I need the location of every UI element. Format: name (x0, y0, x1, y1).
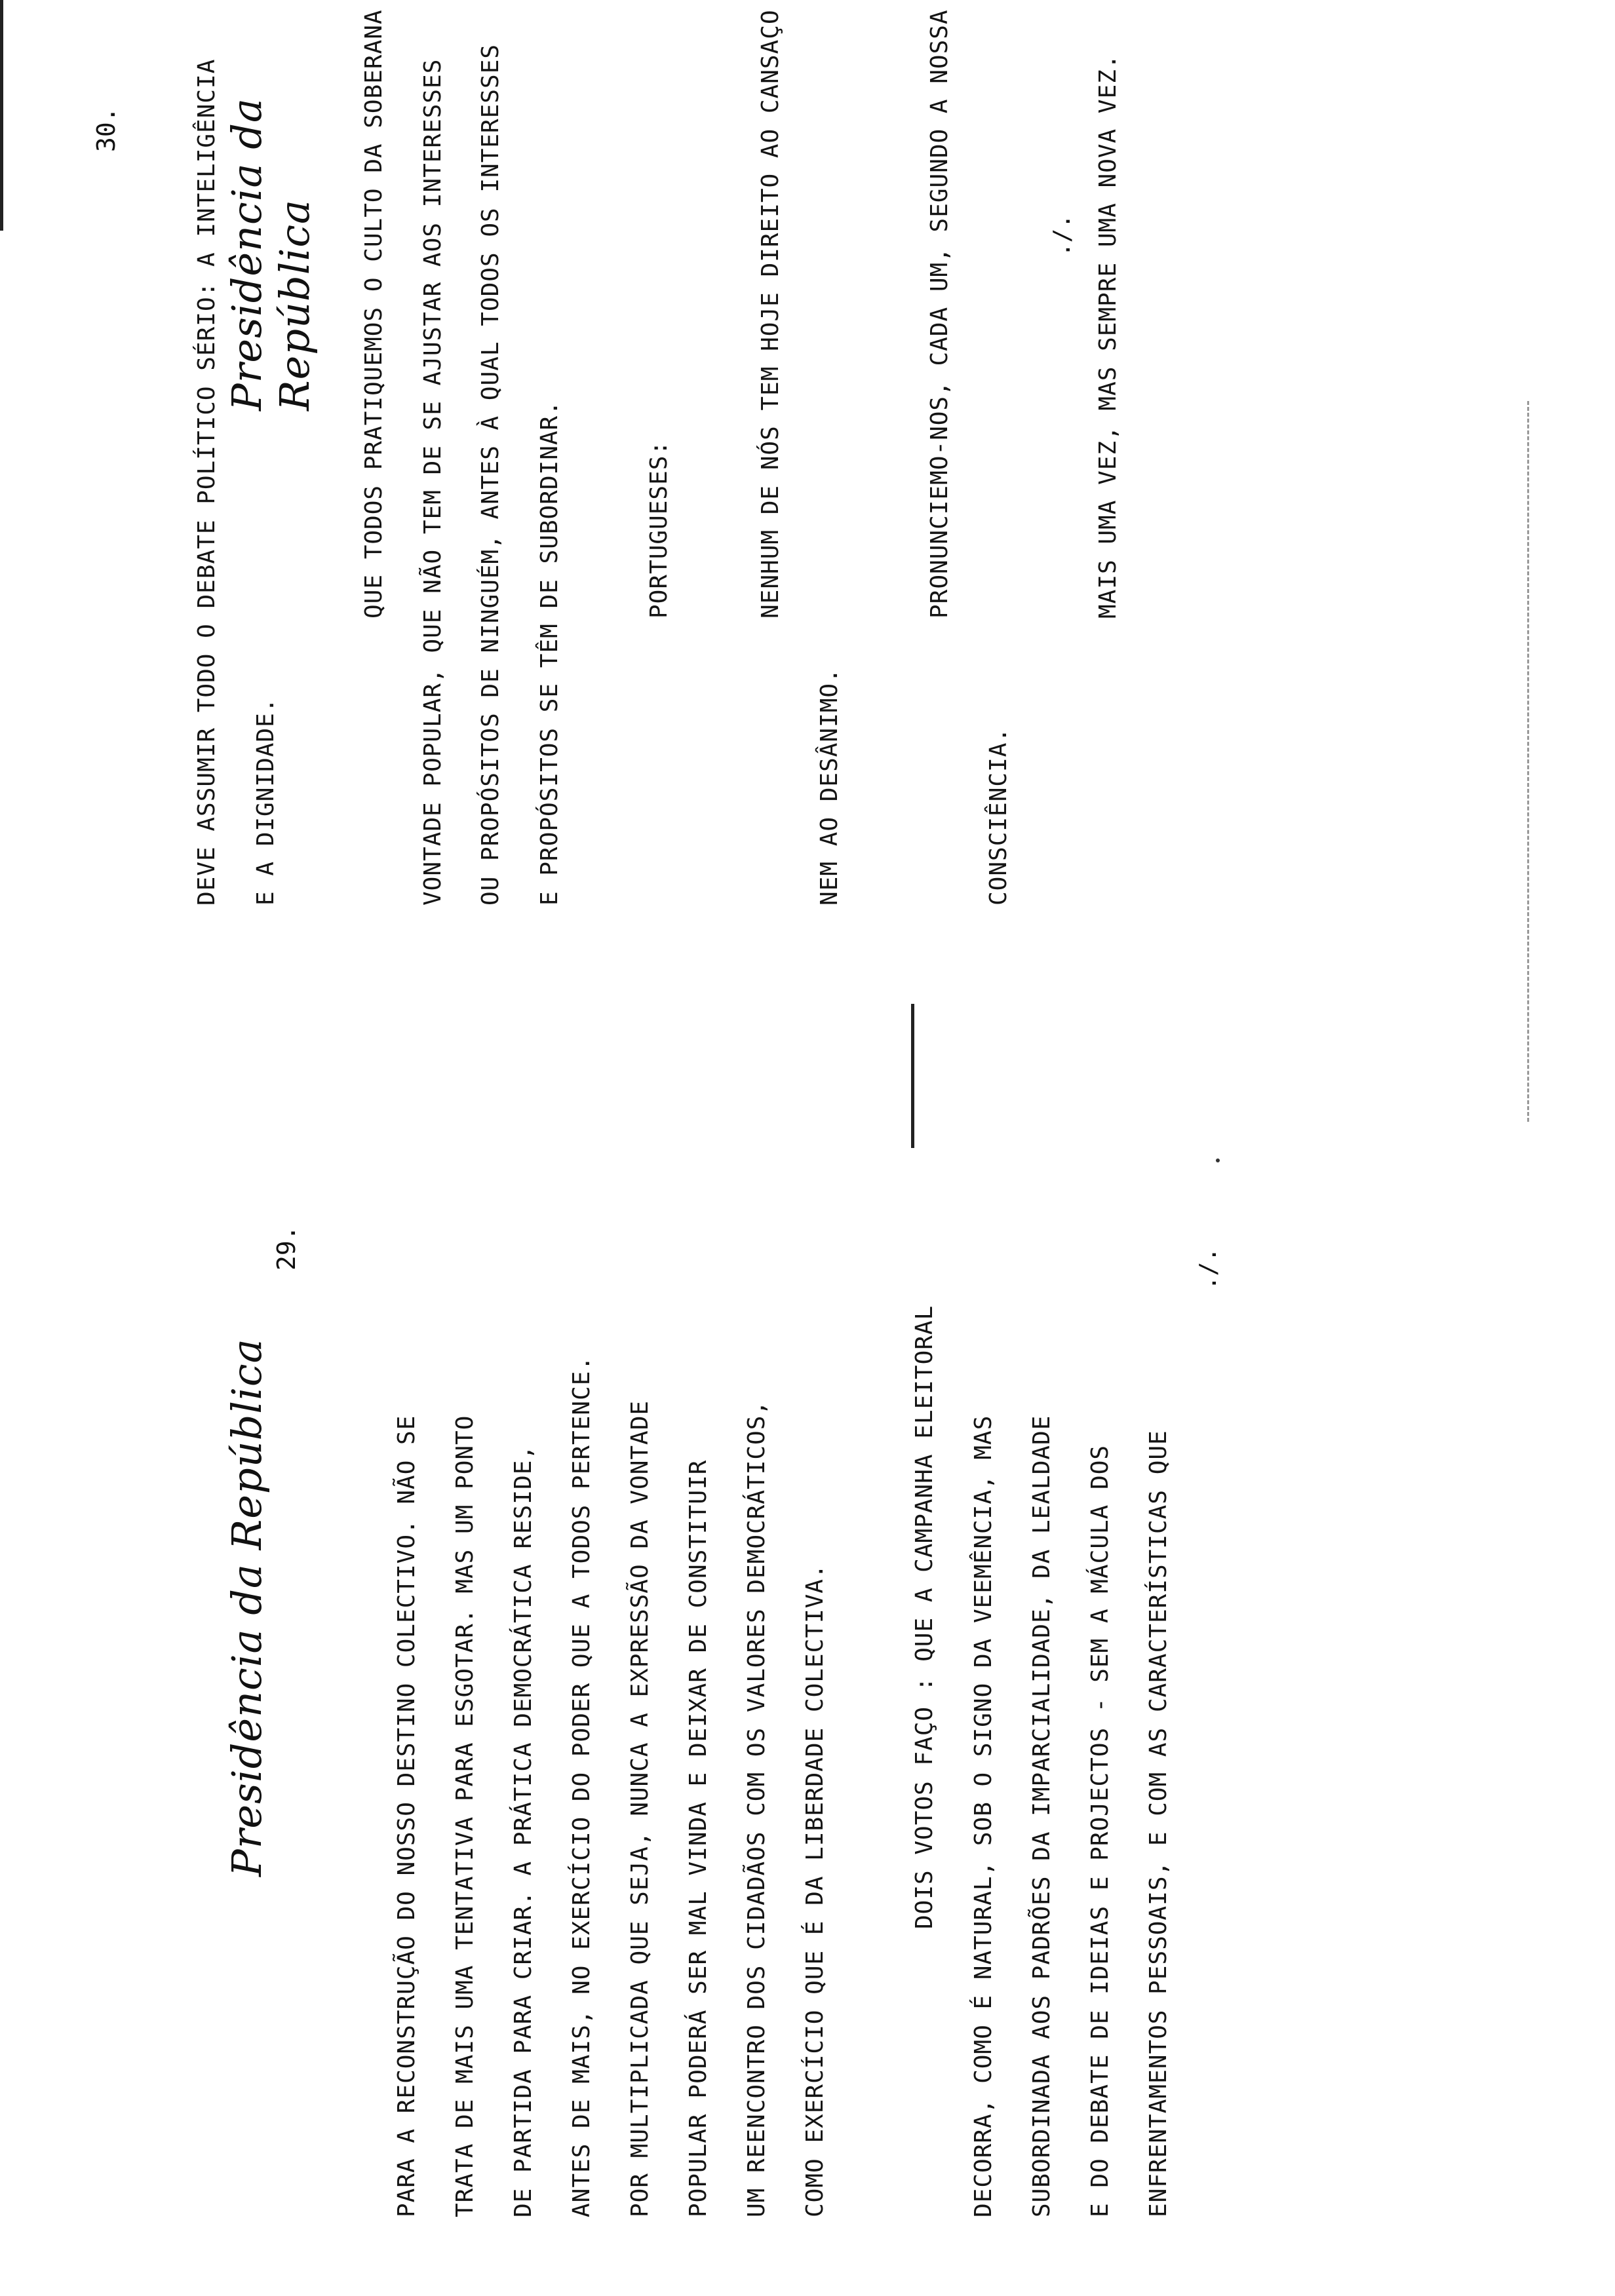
text-line: E PROPÓSITOS SE TÊM DE SUBORDINAR. (536, 400, 563, 906)
text-line: PRONUNCIEMO-NOS, CADA UM, SEGUNDO A NOSSA (926, 9, 953, 619)
end-mark: ./. (1049, 214, 1076, 257)
text-line: E DO DEBATE DE IDEIAS E PROJECTOS - SEM A MÁCULA DOS (1087, 1444, 1114, 2217)
text-line: POPULAR PODERÁ SER MAL VINDA E DEIXAR DE CONSTITUIR (685, 1459, 712, 2217)
text-line: CONSCIÊNCIA. (985, 727, 1012, 906)
text-line: TRATA DE MAIS UMA TENTATIVA PARA ESGOTAR. MAS UM PONTO (452, 1415, 478, 2217)
body-text (393, 1305, 1172, 2217)
page-29 (0, 1148, 1615, 2296)
page-number: 30. (92, 107, 121, 152)
text-line: NEM AO DESÂNIMO. (816, 668, 843, 906)
text-line: DEVE ASSUMIR TODO O DEBATE POLÍTICO SÉRIO: A INTELIGÊNCIA (193, 58, 220, 906)
text-line: VONTADE POPULAR, QUE NÃO TEM DE SE AJUSTAR AOS INTERESSES (419, 58, 446, 906)
text-line: SUBORDINADA AOS PADRÕES DA IMPARCIALIDADE, DA LEALDADE (1028, 1415, 1055, 2217)
text-line: COMO EXERCÍCIO QUE É DA LIBERDADE COLECTIVA. (802, 1563, 828, 2217)
text-line: PARA A RECONSTRUÇÃO DO NOSSO DESTINO COLECTIVO. NÃO SE (393, 1415, 420, 2217)
text-line: ENFRENTAMENTOS PESSOAIS, E COM AS CARACTERÍSTICAS QUE (1145, 1430, 1172, 2217)
text-line: POR MULTIPLICADA QUE SEJA, NUNCA A EXPRESSÃO DA VONTADE (627, 1400, 653, 2217)
page-edge-rule (0, 0, 3, 231)
letterhead: Presidência da República (223, 98, 319, 411)
text-line: NENHUM DE NÓS TEM HOJE DIREITO AO CANSAÇO (757, 9, 784, 619)
text-line: E A DIGNIDADE. (252, 697, 279, 906)
text-line: PORTUGUESES: (646, 440, 672, 619)
text-line: QUE TODOS PRATIQUEMOS O CULTO DA SOBERANA (360, 9, 387, 619)
text-line: UM REENCONTRO DOS CIDADÃOS COM OS VALORES DEMOCRÁTICOS, (743, 1400, 770, 2217)
text-line: DE PARTIDA PARA CRIAR. A PRÁTICA DEMOCRÁTICA RESIDE, (510, 1444, 537, 2217)
scan-speck (1216, 1158, 1220, 1162)
text-line: DOIS VOTOS FAÇO : QUE A CAMPANHA ELEITORAL (911, 1305, 938, 1929)
letterhead: Presidência da República (223, 1338, 271, 1877)
text-line: OU PROPÓSITOS DE NINGUÉM, ANTES À QUAL TODOS OS INTERESSES (477, 43, 504, 906)
text-line: DECORRA, COMO É NATURAL, SOB O SIGNO DA VEEMÊNCIA, MAS (970, 1415, 997, 2217)
text-line: ANTES DE MAIS, NO EXERCÍCIO DO PODER QUE A TODOS PERTENCE. (568, 1355, 595, 2217)
text-line: MAIS UMA VEZ, MAS SEMPRE UMA NOVA VEZ. (1095, 54, 1121, 619)
page-number: 29. (272, 1225, 301, 1271)
continuation-mark: ./. (1195, 1247, 1222, 1290)
page-edge-dash (1527, 401, 1529, 1122)
margin-rule (911, 1004, 914, 1148)
